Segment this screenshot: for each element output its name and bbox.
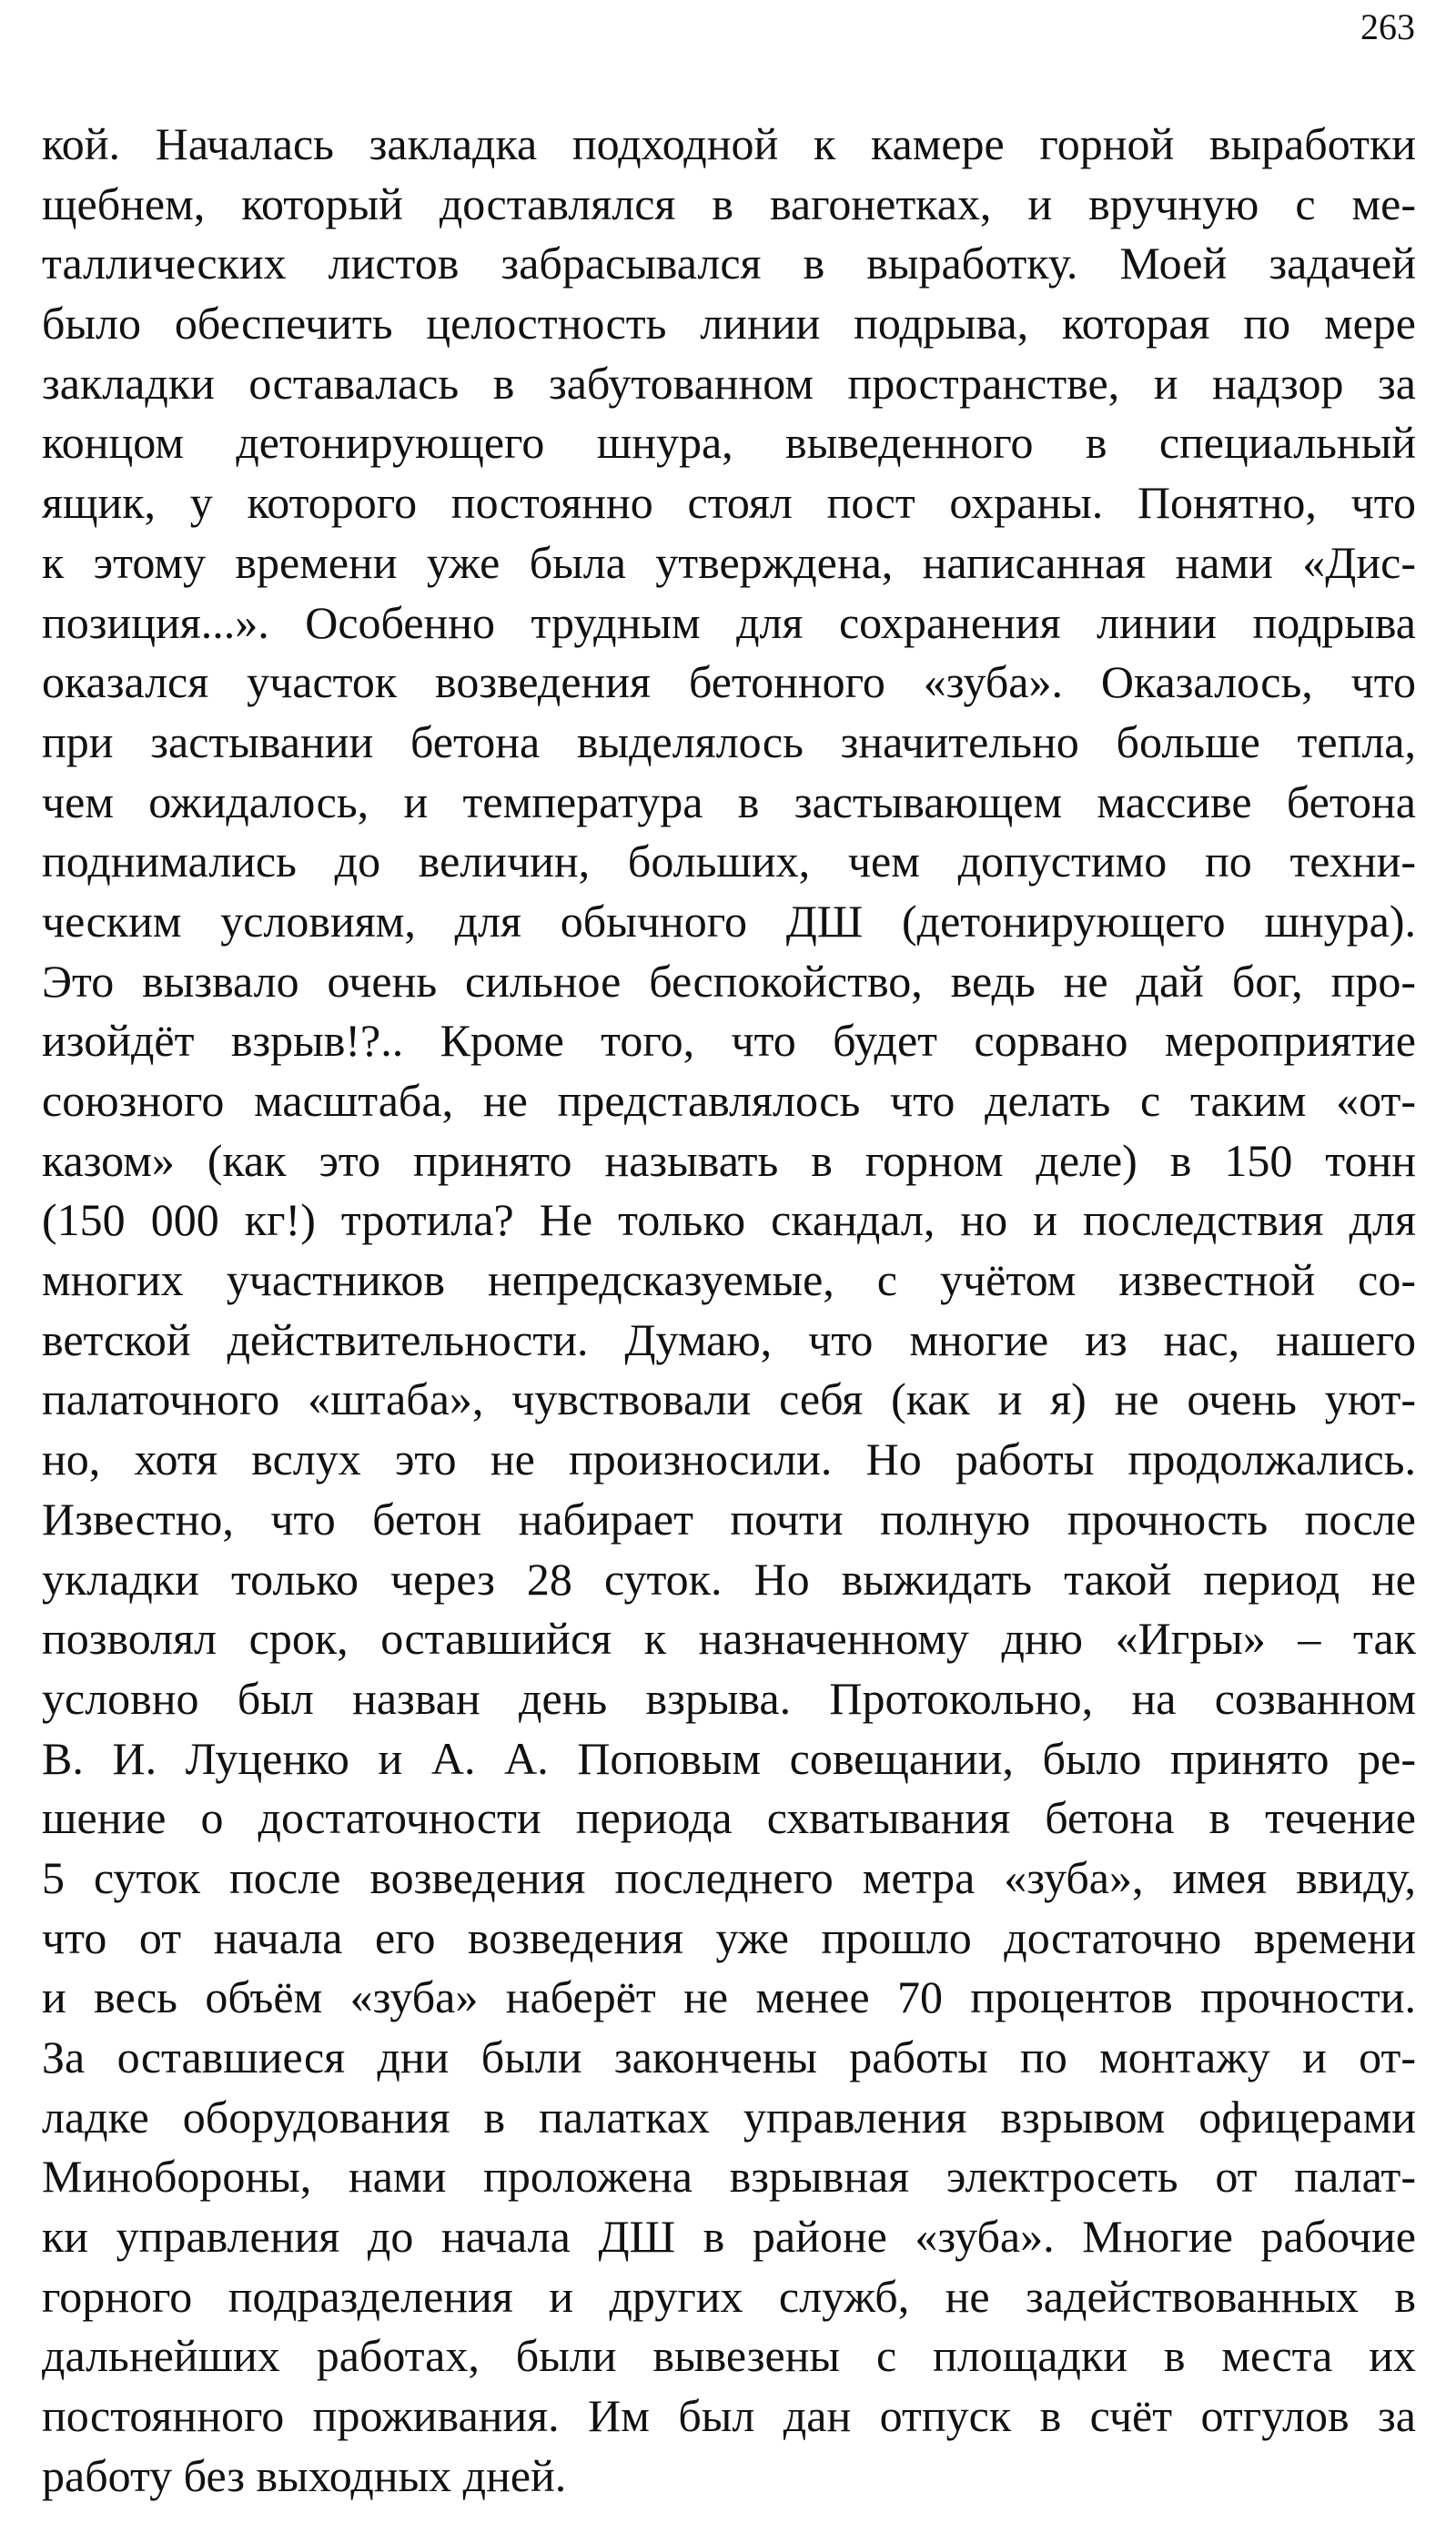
text-line: За оставшиеся дни были закончены работы по монтажу и от- [42,2032,1416,2082]
text-line: казом» (как это принято называть в горном деле) в 150 тонн [42,1134,1416,1186]
text-line: было обеспечить целостность линии подрыва, которая по мере [42,298,1416,350]
text-line: изойдёт взрыв!?.. Кроме того, что будет сорвано мероприятие [42,1015,1416,1067]
text-line: условно был назван день взрыва. Протокольно, на созванном [42,1672,1416,1724]
text-line: союзного масштаба, не представлялось что делать с таким «от- [42,1075,1416,1126]
text-line: многих участников непредсказуемые, с учётом известной со- [42,1254,1416,1306]
text-line: поднимались до величин, больших, чем допустимо по техни- [42,836,1416,887]
text-line: палаточного «штаба», чувствовали себя (как и я) не очень уют- [42,1373,1416,1425]
text-line: ладке оборудования в палатках управления взрывом офицерами [42,2091,1416,2143]
body-text [42,115,1416,2507]
text-line: 5 суток после возведения последнего метра «зуба», имея ввиду, [42,1851,1416,1903]
text-line: ветской действительности. Думаю, что многие из нас, нашего [42,1313,1416,1365]
text-line: но, хотя вслух это не произносили. Но работы продолжались. [42,1434,1416,1485]
text-line: работу без выходных дней. [42,2449,567,2501]
text-line: оказался участок возведения бетонного «зуба». Оказалось, что [42,656,1416,708]
text-line: ческим условиям, для обычного ДШ (детонирующего шнура). [42,895,1416,947]
text-line: и весь объём «зуба» наберёт не менее 70 процентов прочности. [42,1971,1416,2023]
text-line: горного подразделения и других служб, не задействованных в [42,2270,1416,2322]
text-line: чем ожидалось, и температура в застывающем массиве бетона [42,775,1416,827]
text-line: ящик, у которого постоянно стоял пост охраны. Понятно, что [42,477,1416,529]
text-line: укладки только через 28 суток. Но выжидать такой период не [42,1553,1416,1605]
text-line: Это вызвало очень сильное беспокойство, ведь не дай бог, про- [42,955,1416,1007]
text-line: концом детонирующего шнура, выведенного в специальный [42,417,1416,469]
text-line: В. И. Луценко и А. А. Поповым совещании, было принято ре- [42,1732,1416,1784]
text-line: Минобороны, нами проложена взрывная электросеть от палат- [42,2151,1416,2203]
text-line: щебнем, который доставлялся в вагонетках, и вручную с ме- [42,177,1416,229]
text-line: к этому времени уже была утверждена, написанная нами «Дис- [42,536,1416,588]
text-line: Известно, что бетон набирает почти полную прочность после [42,1493,1416,1545]
text-line: кой. Началась закладка подходной к камере горной выработки [42,118,1416,169]
text-line: постоянного проживания. Им был дан отпуск в счёт отгулов за [42,2390,1416,2442]
text-line: позиция...». Особенно трудным для сохранения линии подрыва [42,596,1416,648]
text-line: шение о достаточности периода схватывания бетона в течение [42,1792,1416,1844]
text-line: закладки оставалась в забутованном пространстве, и надзор за [42,357,1416,409]
text-line: что от начала его возведения уже прошло достаточно времени [42,1911,1416,1963]
page-number: 263 [1360,6,1415,47]
text-line: позволял срок, оставшийся к назначенному дню «Игры» – так [42,1613,1416,1665]
text-line: дальнейших работах, были вывезены с площадки в места их [42,2330,1416,2382]
text-line: (150 000 кг!) тротила? Не только скандал, но и последствия для [42,1194,1416,1246]
text-line: при застывании бетона выделялось значительно больше тепла, [42,715,1416,767]
text-line: таллических листов забрасывался в выработку. Моей задачей [42,238,1416,289]
text-line: ки управления до начала ДШ в районе «зуба». Многие рабочие [42,2211,1416,2263]
